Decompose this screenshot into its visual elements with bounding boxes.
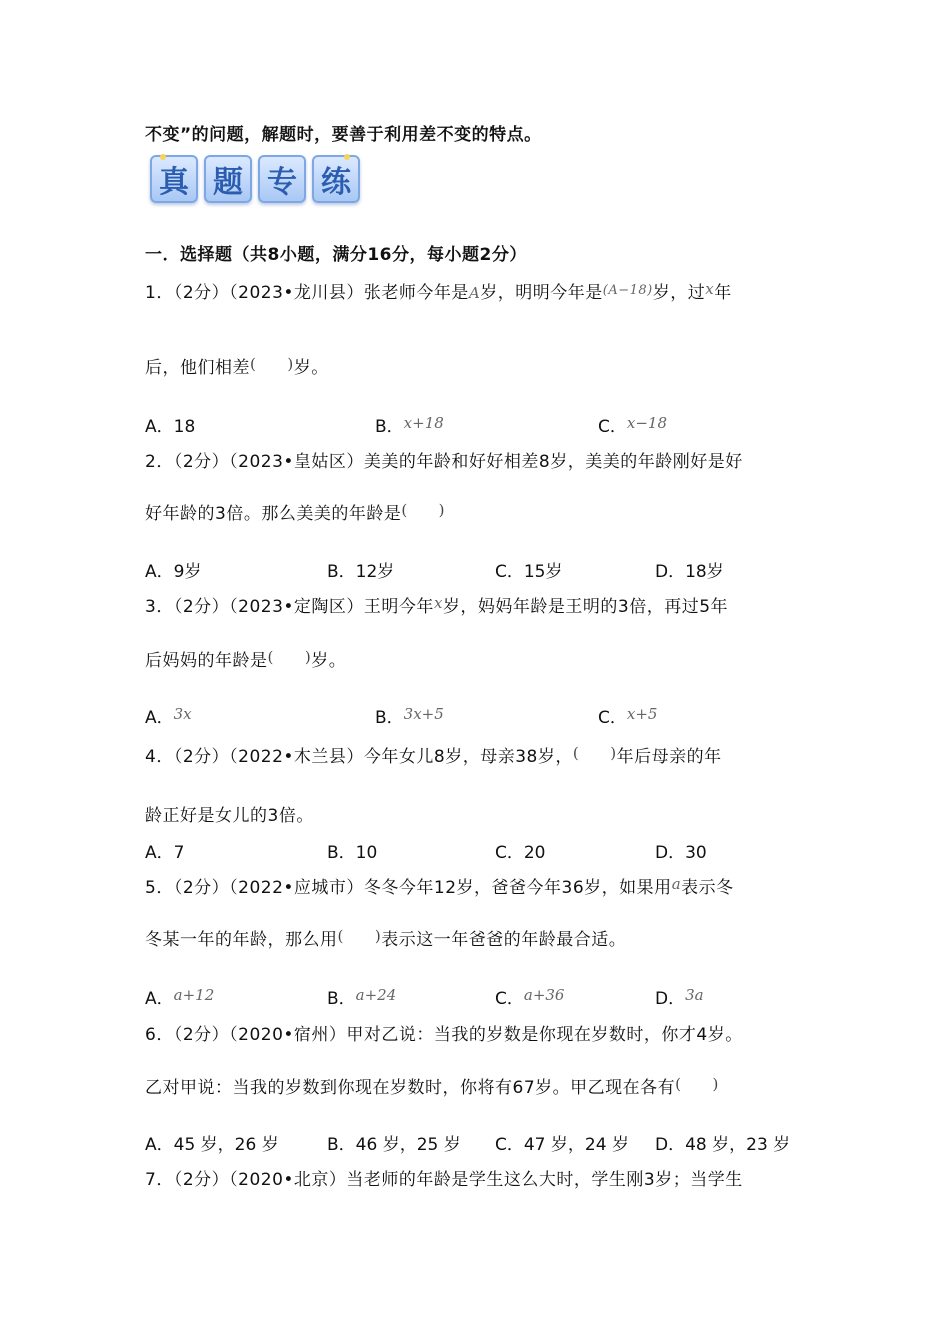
option-b[interactable]: B．3x+5 bbox=[375, 705, 444, 728]
option-a[interactable]: A．45 岁，26 岁 bbox=[145, 1135, 279, 1155]
question-2-line-2: 好年龄的3倍。那么美美的年龄是( ) bbox=[145, 501, 446, 524]
zhenti-zhuanlian-banner bbox=[150, 155, 360, 203]
question-2-line-1: 2．（2分）（2023•皇姑区）美美的年龄和好好相差8岁，美美的年龄刚好是好 bbox=[145, 452, 743, 472]
intro-text: 不变”的问题，解题时，要善于利用差不变的特点。 bbox=[145, 125, 542, 145]
banner-tile: 专 bbox=[258, 155, 306, 203]
question-3-line-2: 后妈妈的年龄是( )岁。 bbox=[145, 648, 347, 671]
option-b[interactable]: B．x+18 bbox=[375, 414, 444, 437]
option-c[interactable]: C．47 岁，24 岁 bbox=[495, 1135, 629, 1155]
option-b[interactable]: B．a+24 bbox=[327, 986, 397, 1009]
section-title: 一．选择题（共8小题，满分16分，每小题2分） bbox=[145, 245, 527, 265]
question-3-line-1: 3．（2分）（2023•定陶区）王明今年x岁，妈妈年龄是王明的3倍，再过5年 bbox=[145, 594, 729, 617]
question-5-line-2: 冬某一年的年龄，那么用( )表示这一年爸爸的年龄最合适。 bbox=[145, 927, 627, 950]
option-a[interactable]: A．18 bbox=[145, 417, 196, 437]
option-a[interactable]: A．9岁 bbox=[145, 562, 202, 582]
question-4-line-2: 龄正好是女儿的3倍。 bbox=[145, 806, 314, 826]
question-1-line-2: 后，他们相差( )岁。 bbox=[145, 355, 329, 378]
option-d[interactable]: D．18岁 bbox=[655, 562, 724, 582]
option-a[interactable]: A．a+12 bbox=[145, 986, 215, 1009]
option-d[interactable]: D．48 岁，23 岁 bbox=[655, 1135, 791, 1155]
option-a[interactable]: A．7 bbox=[145, 843, 185, 863]
option-b[interactable]: B．46 岁，25 岁 bbox=[327, 1135, 461, 1155]
option-c[interactable]: C．a+36 bbox=[495, 986, 565, 1009]
option-b[interactable]: B．10 bbox=[327, 843, 378, 863]
question-6-line-1: 6．（2分）（2020•宿州）甲对乙说：当我的岁数是你现在岁数时，你才4岁。 bbox=[145, 1025, 743, 1045]
option-c[interactable]: C．20 bbox=[495, 843, 546, 863]
banner-tile: 题 bbox=[204, 155, 252, 203]
option-d[interactable]: D．30 bbox=[655, 843, 707, 863]
question-4-line-1: 4．（2分）（2022•木兰县）今年女儿8岁，母亲38岁，( )年后母亲的年 bbox=[145, 744, 722, 767]
question-5-line-1: 5．（2分）（2022•应城市）冬冬今年12岁，爸爸今年36岁，如果用a表示冬 bbox=[145, 875, 734, 898]
banner-tile: 练 bbox=[312, 155, 360, 203]
question-7-line-1: 7．（2分）（2020•北京）当老师的年龄是学生这么大时，学生刚3岁；当学生 bbox=[145, 1170, 743, 1190]
option-a[interactable]: A．3x bbox=[145, 705, 192, 728]
question-6-line-2: 乙对甲说：当我的岁数到你现在岁数时，你将有67岁。甲乙现在各有( ) bbox=[145, 1075, 719, 1098]
option-d[interactable]: D．3a bbox=[655, 986, 704, 1009]
banner-tile: 真 bbox=[150, 155, 198, 203]
option-b[interactable]: B．12岁 bbox=[327, 562, 395, 582]
option-c[interactable]: C．15岁 bbox=[495, 562, 563, 582]
question-1-line-1: 1．（2分）（2023•龙川县）张老师今年是A岁，明明今年是$^{(A-18)}$岁，过x年 bbox=[145, 280, 732, 303]
option-c[interactable]: C．x+5 bbox=[598, 705, 658, 728]
option-c[interactable]: C．x−18 bbox=[598, 414, 667, 437]
